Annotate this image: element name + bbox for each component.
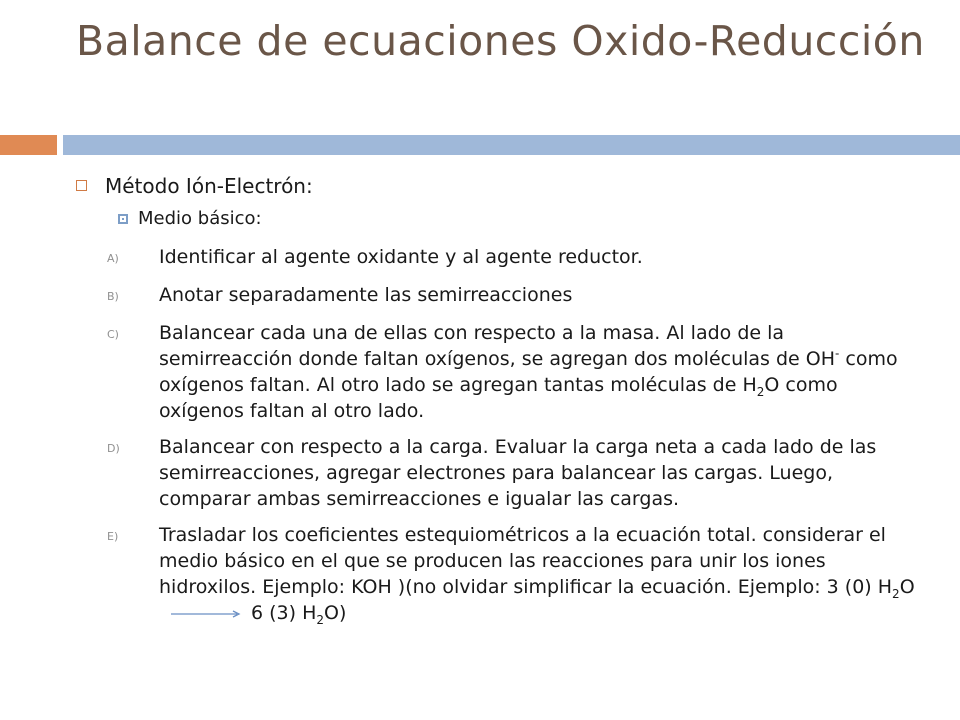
superscript: - [835, 346, 840, 361]
filled-square-bullet-icon [118, 214, 128, 224]
bullet-level1 [76, 172, 313, 200]
step-text-part: como oxígenos faltan. Al otro lado se agregan tantas moléculas de H [159, 348, 898, 396]
bullet-level2-text: Medio básico: [138, 208, 262, 229]
step-marker: B) [107, 290, 119, 303]
square-bullet-icon [76, 180, 87, 191]
reaction-arrow-icon [171, 609, 243, 619]
slide-title: Balance de ecuaciones Oxido-Reducción [76, 17, 925, 65]
step-marker: E) [107, 530, 119, 543]
step-a [107, 244, 917, 272]
step-text: Balancear con respecto a la carga. Evaluar la carga neta a cada lado de las semirreacciones, agregar electrones para balancear las cargas. Luego, comparar ambas semirreacciones e igualar las cargas. [159, 436, 877, 510]
step-marker: D) [107, 442, 120, 455]
example-product: 6 (3) $H_2O$) [251, 602, 347, 627]
header-band-blue [63, 135, 960, 155]
step-d [107, 434, 917, 512]
bullet-level2 [118, 206, 262, 232]
step-text-part: Trasladar los coeficientes estequiométricos a la ecuación total. considerar el medio básico en el que se producen las reacciones para unir los iones hidroxilos. Ejemplo: KOH )(no olvidar simplificar la ecuación. Ejemplo: [159, 524, 886, 598]
step-text-part: Balancear cada una de ellas con respecto a la masa. Al lado de la semirreacción donde faltan oxígenos, se agregan dos moléculas de OH [159, 322, 836, 370]
step-e [107, 522, 917, 626]
step-marker: C) [107, 328, 119, 341]
step-text [159, 320, 917, 424]
step-text: Anotar separadamente las semirreacciones [159, 284, 573, 306]
step-text [159, 522, 917, 626]
subscript: 2 [316, 612, 325, 627]
step-text: Identificar al agente oxidante y al agente reductor. [159, 246, 643, 268]
subscript: 2 [756, 384, 765, 399]
step-marker: A) [107, 252, 119, 265]
bullet-level1-text: Método Ión-Electrón: [105, 174, 313, 198]
step-b [107, 282, 917, 310]
header-band-orange [0, 135, 57, 155]
example-reactant: 3 (0) $H_2O$ [826, 576, 915, 601]
step-text-part: O como oxígenos faltan al otro lado. [159, 374, 838, 422]
step-c [107, 320, 917, 424]
steps-list [107, 244, 917, 636]
subscript: 2 [892, 586, 900, 601]
